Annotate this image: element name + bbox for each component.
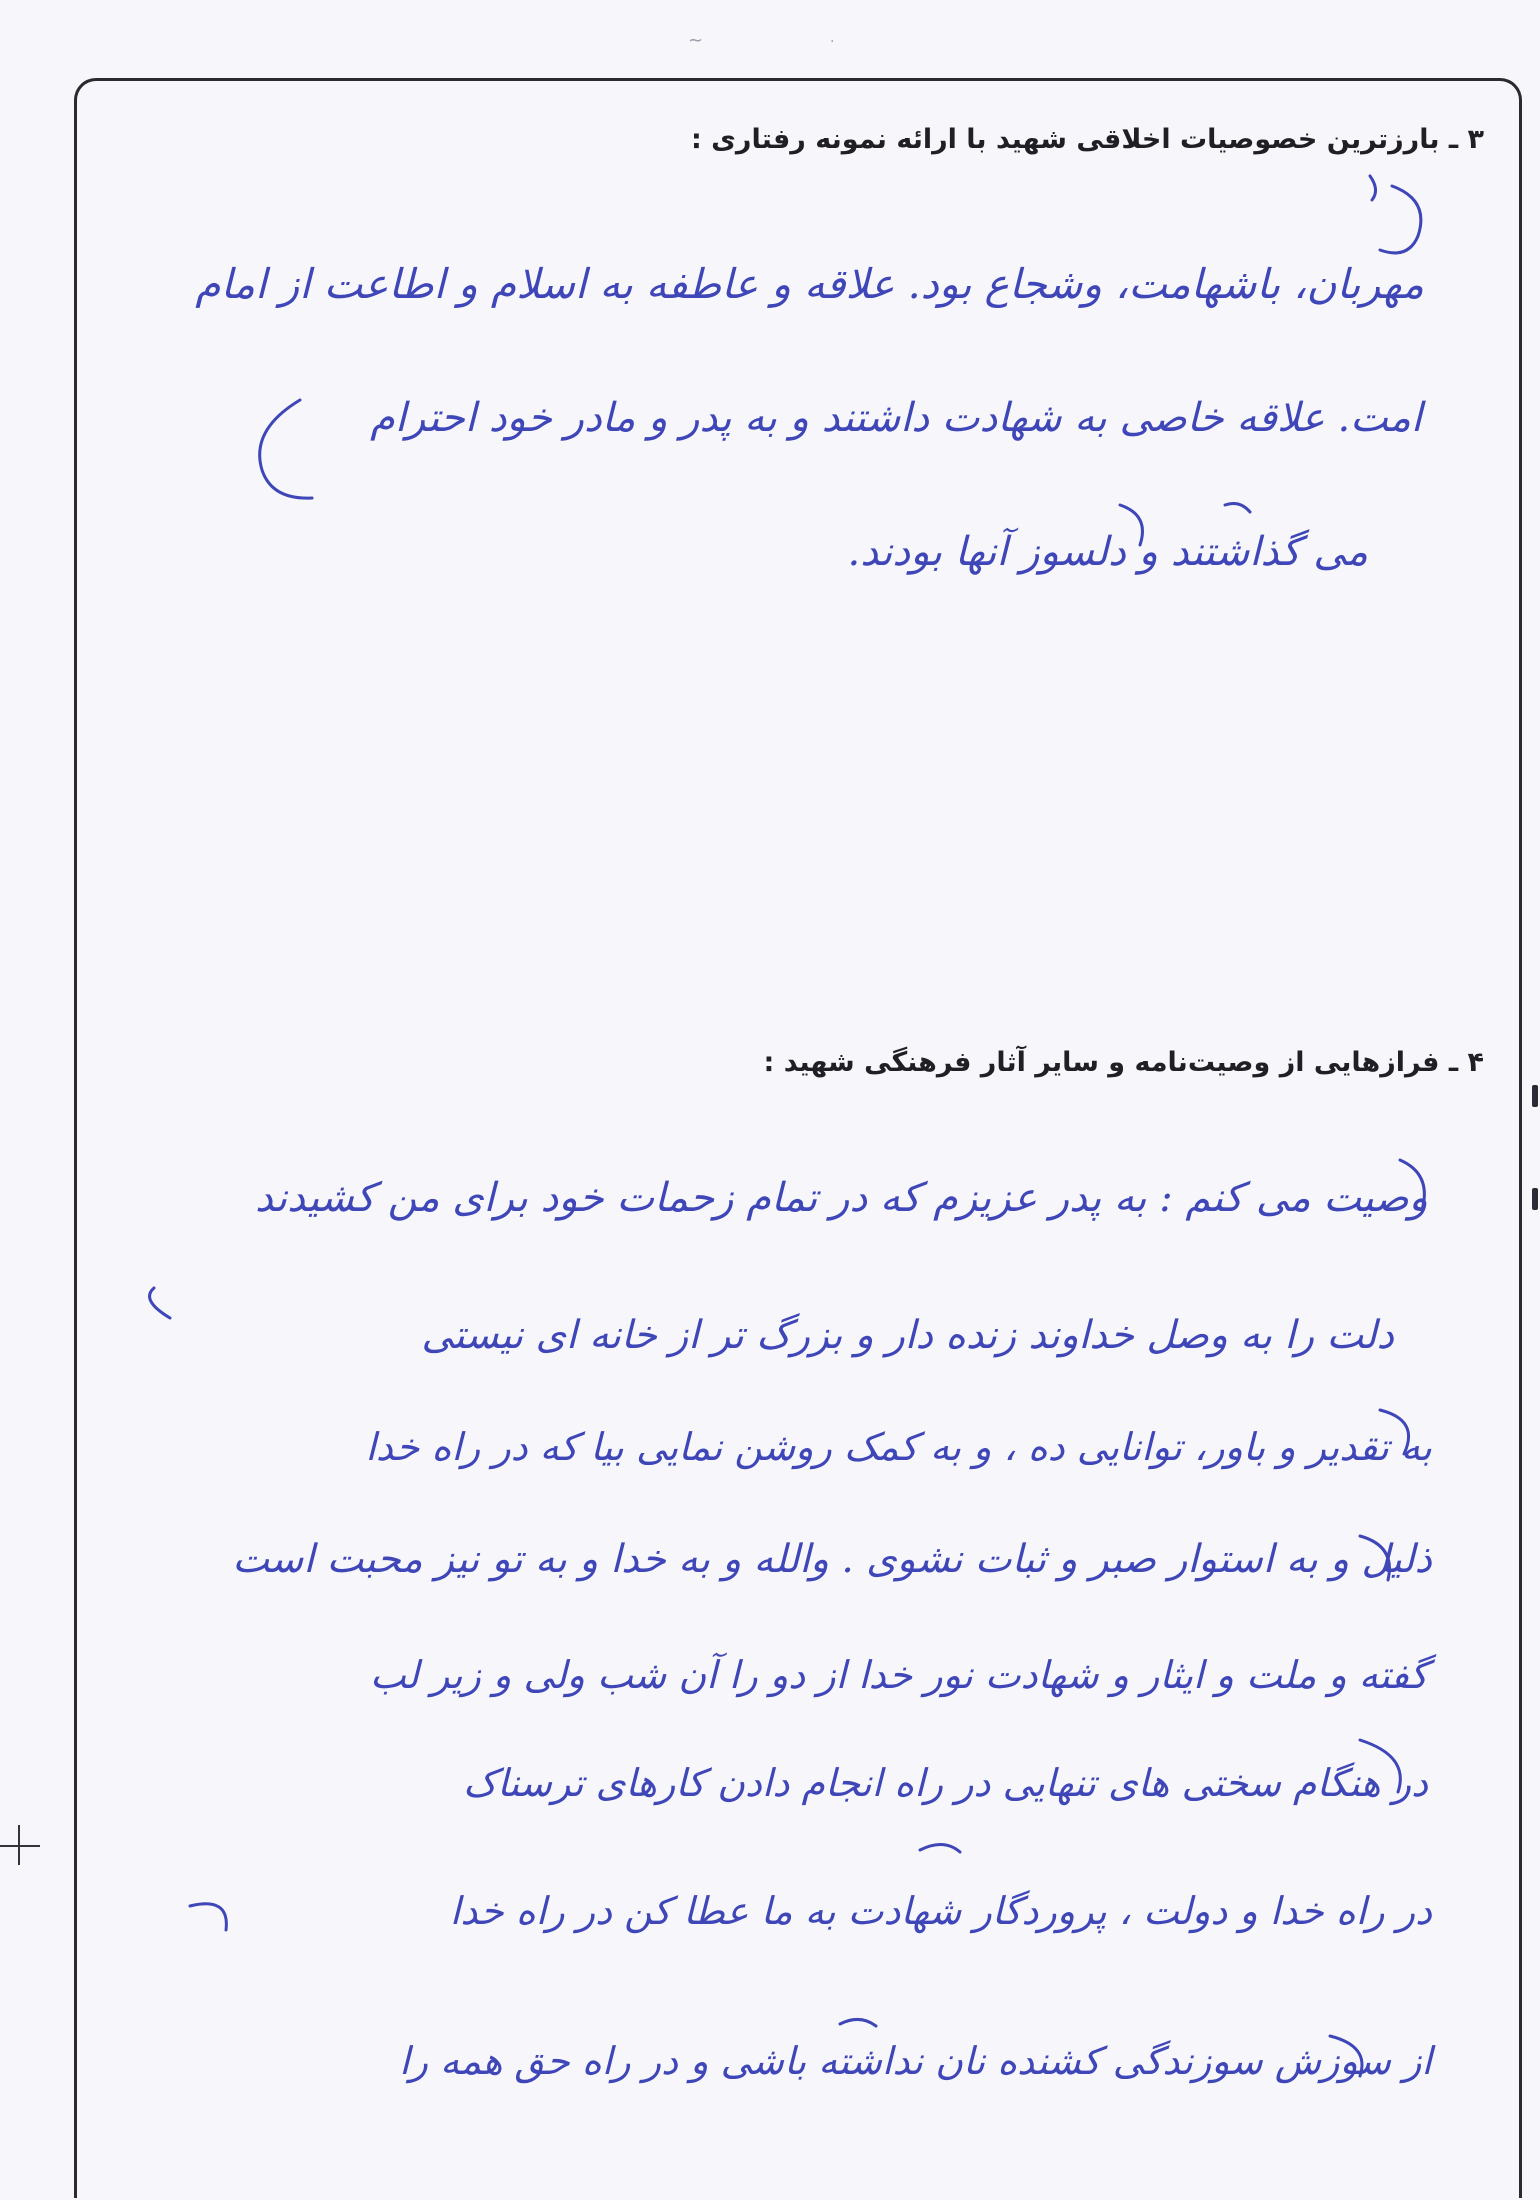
section-4-handwritten-line: در هنگام سختی های تنهایی در راه انجام دادن کارهای ترسناک — [463, 1761, 1428, 1805]
section-3-handwritten-line: مهربان، باشهامت، وشجاع بود. علاقه و عاطفه به اسلام و اطاعت از امام — [195, 260, 1424, 308]
section-4-handwritten-line: از سوزش سوزندگی کشنده نان نداشته باشی و در راه حق همه را — [399, 2039, 1432, 2083]
section-4-handwritten-line: در راه خدا و دولت ، پروردگار شهادت به ما عطا کن در راه خدا — [449, 1889, 1432, 1933]
registration-mark-vertical — [18, 1825, 20, 1865]
section-3-handwritten-line: امت. علاقه خاصی به شهادت داشتند و به پدر و مادر خود احترام — [370, 395, 1422, 441]
scan-speck-top-left: ~ — [688, 30, 704, 51]
section-4-handwritten-line: وصیت می کنم : به پدر عزیزم که در تمام زحمات خود برای من کشیدند — [254, 1175, 1428, 1221]
scan-speck-top-right: · — [830, 34, 835, 50]
section-4-heading: ۴ ـ فرازهایی از وصیت‌نامه و سایر آثار فرهنگی شهید : — [763, 1047, 1484, 1078]
section-4-handwritten-line: گفته و ملت و ایثار و شهادت نور خدا از دو را آن شب ولی و زیر لب — [370, 1653, 1428, 1697]
section-3-heading: ۳ ـ بارزترین خصوصیات اخلاقی شهید با ارائه نمونه رفتاری : — [690, 124, 1484, 155]
edge-tick-mark — [1532, 1085, 1538, 1107]
section-4-handwritten-line: ذلیل و به استوار صبر و ثبات نشوی . والله و به خدا و به تو نیز محبت است — [232, 1537, 1432, 1582]
section-4-handwritten-line: به تقدیر و باور، توانایی ده ، و به کمک روشن نمایی بیا که در راه خدا — [365, 1425, 1432, 1469]
registration-mark-horizontal — [0, 1845, 40, 1847]
section-3-handwritten-line: می گذاشتند و دلسوز آنها بودند. — [847, 529, 1368, 575]
section-4-handwritten-line: دلت را به وصل خداوند زنده دار و بزرگ تر از خانه ای نیستی — [421, 1313, 1394, 1358]
edge-tick-mark — [1532, 1188, 1538, 1210]
